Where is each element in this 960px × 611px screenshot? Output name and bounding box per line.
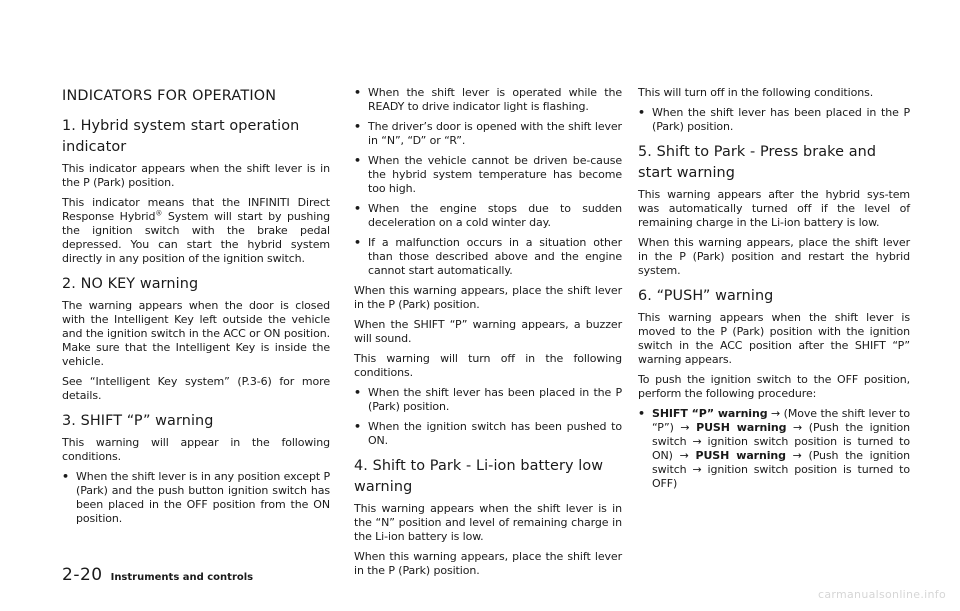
paragraph: This warning appears when the shift lever is moved to the P (Park) position with the ignition switch in the ACC position after the SHIFT “P” warning appears. xyxy=(638,311,910,366)
list-item: • When the vehicle cannot be driven be-cause the hybrid system temperature has become too high. xyxy=(354,154,622,196)
paragraph: This warning will appear in the following conditions. xyxy=(62,436,330,463)
list-item: • When the shift lever has been placed in the P (Park) position. xyxy=(354,386,622,414)
procedure-list-item xyxy=(638,407,910,491)
paragraph: This indicator appears when the shift lever is in the P (Park) position. xyxy=(62,162,330,189)
text: This indicator means that the INFINITI Direct Response Hybrid xyxy=(62,196,330,223)
watermark: carmanualsonline.info xyxy=(817,588,946,601)
text: → (Move the shift lever to “P”) → xyxy=(652,407,910,434)
paragraph: See “Intelligent Key system” (P.3-6) for more details. xyxy=(62,375,330,402)
heading-hybrid-start-indicator: 1. Hybrid system start operation indicator xyxy=(62,118,300,155)
paragraph: To push the ignition switch to the OFF position, perform the following procedure: xyxy=(638,373,910,400)
heading-li-ion-battery-low-warning: 4. Shift to Park - Li-ion battery low warning xyxy=(354,458,604,495)
list-item: • When the shift lever is operated while the READY to drive indicator light is flashing. xyxy=(354,86,622,114)
list-item: • The driver’s door is opened with the shift lever in “N”, “D” or “R”. xyxy=(354,120,622,148)
text: → (Push the ignition switch → ignition switch position is turned to ON) → xyxy=(652,421,911,462)
paragraph: This warning appears when the shift lever is in the “N” position and level of remaining charge in the Li-ion battery is low. xyxy=(354,502,622,543)
section-title: INDICATORS FOR OPERATION xyxy=(62,88,277,104)
footer-section-name: Instruments and controls xyxy=(110,572,254,583)
paragraph: This warning appears after the hybrid sys-tem was automatically turned off if the level of remaining charge in the Li-ion battery is low. xyxy=(638,188,910,229)
list-item: • When the ignition switch has been pushed to ON. xyxy=(354,420,622,448)
paragraph: When this warning appears, place the shift lever in the P (Park) position. xyxy=(354,284,622,311)
heading-push-warning: 6. “PUSH” warning xyxy=(638,288,774,304)
heading-press-brake-start-warning: 5. Shift to Park - Press brake and start warning xyxy=(638,144,877,181)
heading-shift-p-warning: 3. SHIFT “P” warning xyxy=(62,413,214,429)
column-middle xyxy=(354,86,622,584)
paragraph: When this warning appears, place the shift lever in the P (Park) position and restart the hybrid system. xyxy=(638,236,910,277)
page-footer xyxy=(62,565,253,585)
column-left xyxy=(62,86,330,532)
registered-mark: ® xyxy=(155,209,163,218)
paragraph: This warning will turn off in the following conditions. xyxy=(354,352,622,379)
column-right xyxy=(638,86,910,497)
bold-term: PUSH warning xyxy=(695,449,786,462)
page-number: 2-20 xyxy=(62,565,103,585)
text: System will start by pushing the ignition switch with the brake pedal depressed. You can start the hybrid system directly in any position of the ignition switch. xyxy=(62,210,331,265)
list-item: • When the shift lever is in any position except P (Park) and the push button ignition switch has been placed in the OFF position from the ON position. xyxy=(62,470,330,526)
bold-term: SHIFT “P” warning xyxy=(652,407,768,420)
paragraph xyxy=(62,196,330,266)
paragraph: When the SHIFT “P” warning appears, a buzzer will sound. xyxy=(354,318,622,345)
list-item: • If a malfunction occurs in a situation other than those described above and the engine cannot start automatically. xyxy=(354,236,622,278)
list-item: • When the shift lever has been placed in the P (Park) position. xyxy=(638,106,910,134)
list-item: • When the engine stops due to sudden deceleration on a cold winter day. xyxy=(354,202,622,230)
text: → (Push the ignition switch → ignition switch position is turned to OFF) xyxy=(652,449,910,490)
paragraph: The warning appears when the door is closed with the Intelligent Key left outside the vehicle and the ignition switch in the ACC or ON position. Make sure that the Intelligent Key is inside the vehicle. xyxy=(62,299,330,368)
paragraph: This will turn off in the following conditions. xyxy=(638,86,874,99)
bold-term: PUSH warning xyxy=(696,421,787,434)
paragraph: When this warning appears, place the shift lever in the P (Park) position. xyxy=(354,550,622,577)
heading-no-key-warning: 2. NO KEY warning xyxy=(62,276,199,292)
